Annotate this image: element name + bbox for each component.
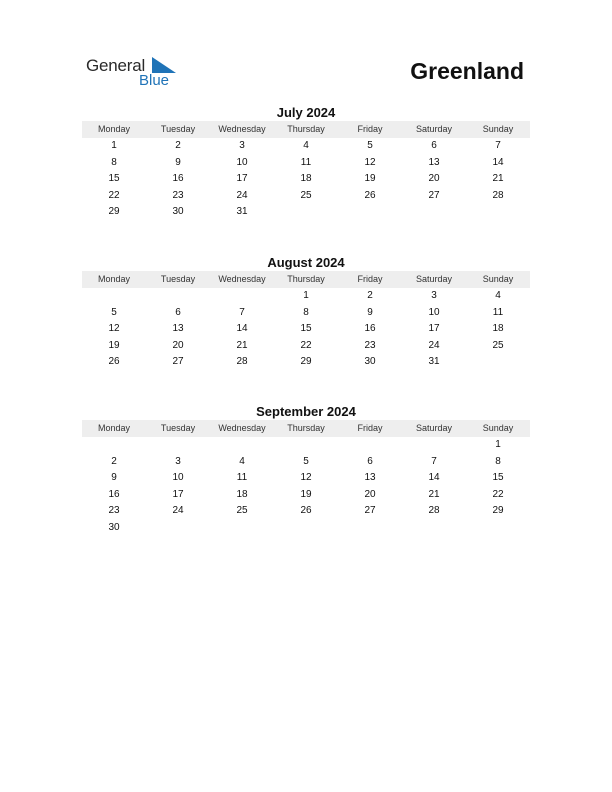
- week-row: [82, 188, 530, 205]
- day-cell: 13: [428, 156, 440, 168]
- day-cell: [338, 437, 402, 454]
- day-cell: 30: [364, 356, 376, 368]
- day-cell: 15: [300, 323, 312, 335]
- day-cell: 3: [431, 290, 437, 301]
- month-calendar: [82, 105, 530, 221]
- week-row: [82, 437, 530, 454]
- day-cell: 27: [364, 505, 376, 517]
- day-cell: [466, 204, 530, 221]
- day-cell: 17: [172, 488, 184, 500]
- weeks: [82, 138, 530, 221]
- day-cell: 6: [431, 140, 437, 151]
- weekday-header: Wednesday: [218, 423, 266, 433]
- country-title: Greenland: [410, 58, 524, 84]
- day-cell: 22: [492, 488, 504, 500]
- day-cell: 18: [236, 488, 248, 500]
- day-cell: 26: [364, 189, 376, 201]
- day-cell: 15: [492, 472, 504, 484]
- weeks: [82, 288, 530, 371]
- day-cell: 29: [108, 206, 120, 218]
- week-row: [82, 520, 530, 537]
- day-cell: 1: [495, 439, 501, 450]
- day-cell: 21: [428, 488, 440, 500]
- day-cell: 12: [364, 156, 376, 168]
- month-title: August 2024: [267, 255, 345, 270]
- day-cell: 4: [239, 455, 245, 467]
- day-cell: 7: [239, 306, 245, 318]
- day-cell: 28: [236, 356, 248, 368]
- weekday-header: Friday: [357, 274, 383, 284]
- week-row: [82, 138, 530, 155]
- day-cell: 8: [495, 455, 501, 467]
- day-cell: 19: [364, 173, 376, 185]
- day-cell: [274, 204, 338, 221]
- week-row: [82, 305, 530, 322]
- day-cell: 11: [492, 306, 504, 318]
- week-row: [82, 171, 530, 188]
- day-cell: [338, 204, 402, 221]
- day-cell: 22: [108, 189, 120, 201]
- day-cell: 20: [428, 173, 440, 185]
- day-cell: 15: [108, 173, 120, 185]
- weekday-header: Wednesday: [218, 124, 266, 134]
- week-row: [82, 503, 530, 520]
- day-cell: [146, 288, 210, 305]
- day-cell: 21: [236, 339, 248, 351]
- day-cell: 5: [303, 455, 309, 467]
- day-cell: 14: [236, 323, 248, 335]
- day-cell: 25: [492, 339, 504, 351]
- day-cell: 13: [172, 323, 184, 335]
- day-cell: 23: [172, 189, 184, 201]
- weekday-header: Tuesday: [160, 124, 196, 134]
- day-cell: 30: [108, 521, 120, 533]
- day-cell: 7: [495, 140, 501, 151]
- day-cell: 3: [175, 455, 181, 467]
- day-cell: [82, 437, 146, 454]
- month-calendar: [82, 404, 530, 537]
- day-cell: 25: [300, 189, 312, 201]
- day-cell: 24: [172, 505, 184, 517]
- day-cell: [402, 520, 466, 537]
- day-cell: 10: [236, 156, 248, 168]
- month-calendar: [82, 255, 530, 371]
- day-cell: 20: [364, 488, 376, 500]
- week-row: [82, 288, 530, 305]
- day-cell: 18: [300, 173, 312, 185]
- day-cell: 9: [111, 472, 117, 484]
- day-cell: 1: [111, 140, 117, 151]
- day-cell: 6: [367, 455, 373, 467]
- day-cell: [274, 520, 338, 537]
- day-cell: 4: [495, 290, 501, 301]
- day-cell: 2: [175, 140, 181, 151]
- week-row: [82, 321, 530, 338]
- day-cell: 26: [108, 356, 120, 368]
- weekday-header: Thursday: [287, 124, 325, 134]
- day-cell: [402, 204, 466, 221]
- day-cell: 29: [492, 505, 504, 517]
- day-cell: 28: [428, 505, 440, 517]
- day-cell: 17: [236, 173, 248, 185]
- day-cell: [402, 437, 466, 454]
- day-cell: 8: [111, 156, 117, 168]
- weekday-header: Sunday: [482, 124, 514, 134]
- day-cell: 10: [172, 472, 184, 484]
- weekday-header: Wednesday: [218, 274, 266, 284]
- day-cell: 19: [108, 339, 120, 351]
- weekday-header: Thursday: [287, 274, 325, 284]
- weekday-header: Tuesday: [160, 423, 196, 433]
- week-row: [82, 470, 530, 487]
- weekday-header: Saturday: [415, 274, 453, 284]
- generalblue-logo: [86, 56, 186, 92]
- day-cell: 21: [492, 173, 504, 185]
- month-title: September 2024: [256, 404, 356, 419]
- day-cell: 16: [172, 173, 184, 185]
- day-cell: [146, 520, 210, 537]
- week-row: [82, 204, 530, 221]
- weekday-header: Saturday: [415, 124, 453, 134]
- day-cell: [146, 437, 210, 454]
- day-cell: 11: [300, 156, 312, 168]
- month-title: July 2024: [276, 105, 336, 120]
- week-row: [82, 354, 530, 371]
- day-cell: 22: [300, 339, 312, 351]
- day-cell: [210, 437, 274, 454]
- day-cell: 18: [492, 323, 504, 335]
- day-cell: 28: [492, 189, 504, 201]
- day-cell: 29: [300, 356, 312, 368]
- weekday-header-row: [82, 121, 530, 138]
- day-cell: [210, 520, 274, 537]
- weekday-header: Tuesday: [160, 274, 196, 284]
- day-cell: 19: [300, 488, 312, 500]
- day-cell: 27: [428, 189, 440, 201]
- day-cell: 17: [428, 323, 440, 335]
- day-cell: 11: [236, 472, 248, 484]
- logo-general-text: General: [86, 56, 146, 75]
- logo-triangle-icon: [152, 57, 176, 73]
- day-cell: 1: [303, 290, 309, 301]
- day-cell: 24: [428, 339, 440, 351]
- day-cell: 9: [175, 156, 181, 168]
- logo-blue-text: Blue: [139, 72, 170, 89]
- day-cell: 27: [172, 356, 184, 368]
- weekday-header-row: [82, 420, 530, 437]
- day-cell: 3: [239, 140, 245, 151]
- day-cell: 24: [236, 189, 248, 201]
- weekday-header: Friday: [357, 423, 383, 433]
- day-cell: [210, 288, 274, 305]
- day-cell: 16: [364, 323, 376, 335]
- day-cell: 2: [367, 290, 373, 301]
- day-cell: [82, 288, 146, 305]
- weeks: [82, 437, 530, 537]
- week-row: [82, 487, 530, 504]
- day-cell: 2: [111, 455, 117, 467]
- day-cell: 13: [364, 472, 376, 484]
- day-cell: 23: [364, 339, 376, 351]
- day-cell: 9: [367, 306, 373, 318]
- week-row: [82, 454, 530, 471]
- weekday-header-row: [82, 271, 530, 288]
- day-cell: [466, 520, 530, 537]
- weekday-header: Friday: [357, 124, 383, 134]
- day-cell: 20: [172, 339, 184, 351]
- day-cell: 12: [108, 323, 120, 335]
- day-cell: 16: [108, 488, 120, 500]
- day-cell: 14: [428, 472, 440, 484]
- weekday-header: Thursday: [287, 423, 325, 433]
- day-cell: 5: [111, 306, 117, 318]
- day-cell: [338, 520, 402, 537]
- day-cell: 4: [303, 140, 309, 151]
- day-cell: 7: [431, 455, 437, 467]
- day-cell: 10: [428, 306, 440, 318]
- day-cell: 23: [108, 505, 120, 517]
- weekday-header: Sunday: [482, 423, 514, 433]
- day-cell: 30: [172, 206, 184, 218]
- day-cell: 12: [300, 472, 312, 484]
- day-cell: 6: [175, 306, 181, 318]
- weekday-header: Saturday: [415, 423, 453, 433]
- day-cell: [466, 354, 530, 371]
- day-cell: 5: [367, 140, 373, 151]
- weekday-header: Monday: [97, 124, 131, 134]
- weekday-header: Monday: [97, 274, 131, 284]
- day-cell: 8: [303, 306, 309, 318]
- day-cell: 25: [236, 505, 248, 517]
- day-cell: 14: [492, 156, 504, 168]
- day-cell: 31: [428, 356, 440, 368]
- week-row: [82, 338, 530, 355]
- day-cell: 31: [236, 206, 248, 218]
- weekday-header: Monday: [97, 423, 131, 433]
- week-row: [82, 155, 530, 172]
- weekday-header: Sunday: [482, 274, 514, 284]
- day-cell: 26: [300, 505, 312, 517]
- day-cell: [274, 437, 338, 454]
